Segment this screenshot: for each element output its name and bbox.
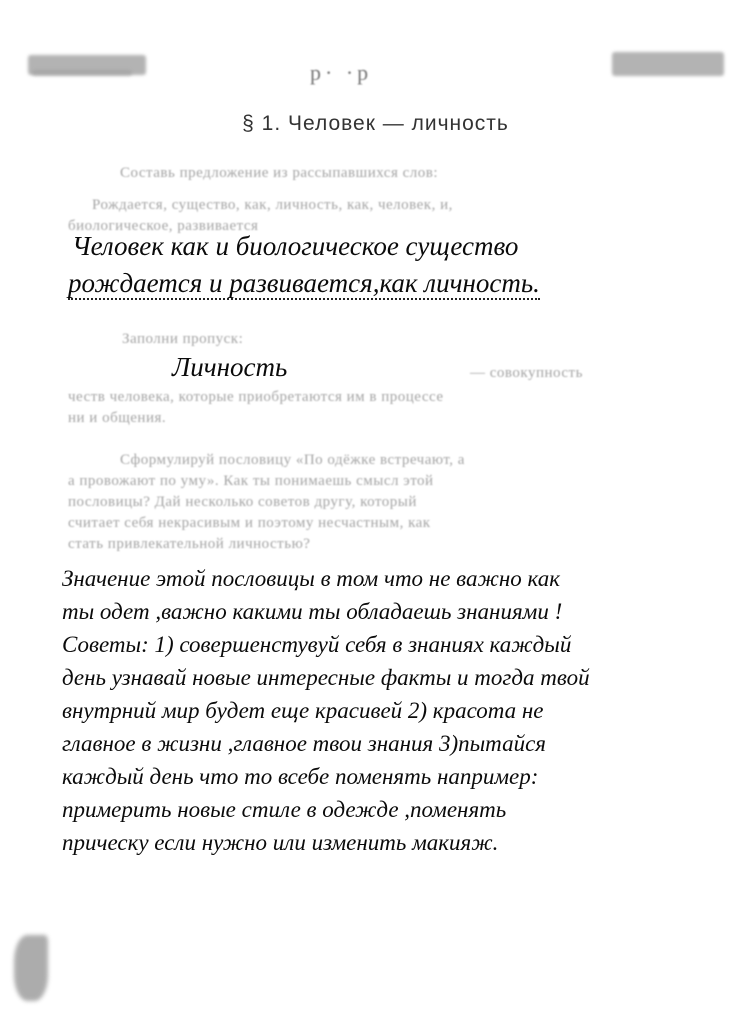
answer3-line: ты одет ,важно какими ты обладаешь знаниями ! (62, 599, 563, 624)
header-scan-mark-left-bottom (32, 70, 132, 76)
answer3-line: Советы: 1) совершенстувуй себя в знаниях каждый (62, 632, 572, 657)
task3-line5: стать привлекательной личностью? (68, 536, 311, 552)
task3-line3: пословицы? Дай несколько советов другу, который (68, 494, 417, 510)
task1-answer-line2: рождается и развивается,как личность. (68, 268, 540, 298)
page-edge-scan-mark (14, 935, 48, 1001)
task1-answer-line1: Человек как и биологическое существо (72, 231, 519, 261)
task3-line2: а провожают по уму». Как ты понимаешь смысл этой (68, 473, 434, 489)
task2-text-line2: честв человека, которые приобретаются им в процессе (68, 389, 444, 405)
answer3-line: каждый день что то всебе поменять например: (62, 764, 539, 789)
task2-text-line3: ни и общения. (68, 410, 167, 426)
task2-answer: Личность (172, 352, 288, 382)
answer3-line: день узнавай новые интересные факты и тогда твой (62, 665, 590, 690)
task3-line4: считает себя некрасивым и поэтому несчастным, как (68, 515, 431, 531)
answer3-line: главное в жизни ,главное твои знания 3)пытайся (62, 731, 546, 756)
task1-words-line1: Рождается, существо, как, личность, как, человек, и, (92, 197, 453, 213)
answer3-line: Значение этой пословицы в том что не важно как (62, 566, 560, 591)
section-title: § 1. Человек — личность (242, 112, 509, 135)
answer3-line: прическу если нужно или изменить макияж. (62, 830, 499, 855)
header-scan-mark-right (612, 52, 724, 76)
answer3-line: внутрний мир будет еще красивей 2) красота не (62, 698, 544, 723)
task1-words-line2: биологическое, развивается (68, 218, 259, 234)
running-header: р· ·р (310, 60, 373, 85)
answer3-line: примерить новые стиле в одежде ,поменять (62, 797, 507, 822)
task2-text-tail: — совокупность (470, 365, 583, 381)
task1-instruction: Составь предложение из рассыпавшихся слов: (120, 165, 438, 181)
task3-line1: Cформулируй пословицу «По одёжке встречают, а (120, 452, 465, 468)
task2-instruction: Заполни пропуск: (122, 331, 244, 347)
